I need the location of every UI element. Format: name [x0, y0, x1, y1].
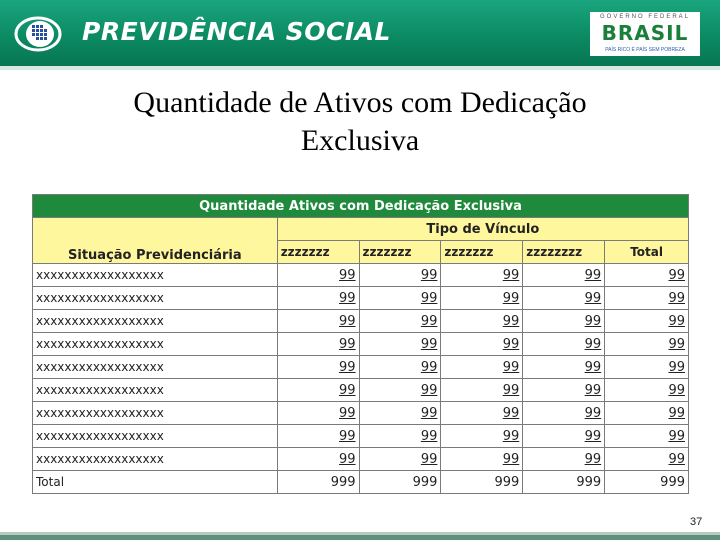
row-label: xxxxxxxxxxxxxxxxxx: [33, 448, 278, 471]
total-label: Total: [33, 471, 278, 494]
table-row: [33, 264, 689, 287]
table-body: [33, 264, 689, 471]
total-row: [33, 471, 689, 494]
row-label: xxxxxxxxxxxxxxxxxx: [33, 287, 278, 310]
row-label: xxxxxxxxxxxxxxxxxx: [33, 379, 278, 402]
header-bar: [0, 0, 720, 68]
previdencia-logo-icon: [12, 12, 68, 56]
table-row: [33, 356, 689, 379]
column-header-total: Total: [605, 241, 689, 264]
value-cell: 99: [277, 333, 359, 356]
table-row: [33, 425, 689, 448]
value-cell: 99: [277, 287, 359, 310]
table-row: [33, 310, 689, 333]
value-cell: 99: [523, 448, 605, 471]
value-cell: 99: [605, 310, 689, 333]
column-header: zzzzzzz: [359, 241, 441, 264]
value-cell: 99: [277, 356, 359, 379]
value-cell: 99: [359, 425, 441, 448]
header-divider: [0, 66, 720, 70]
slide-title-line-1: Quantidade de Ativos com Dedicação: [133, 86, 587, 119]
slide-title-line-2: Exclusiva: [300, 124, 420, 157]
value-cell: 99: [441, 264, 523, 287]
value-cell: 99: [605, 425, 689, 448]
value-cell: 99: [523, 287, 605, 310]
gov-top-text: GOVERNO FEDERAL: [599, 14, 690, 20]
value-cell: 99: [605, 379, 689, 402]
table-row: [33, 333, 689, 356]
row-header-situacao: Situação Previdenciária: [33, 218, 278, 264]
column-header: zzzzzzzz: [523, 241, 605, 264]
value-cell: 99: [277, 425, 359, 448]
value-cell: 99: [359, 356, 441, 379]
slide-title: [40, 84, 680, 160]
value-cell: 99: [359, 448, 441, 471]
dedication-table: [32, 194, 689, 494]
column-header: zzzzzzz: [441, 241, 523, 264]
value-cell: 99: [441, 333, 523, 356]
value-cell: 99: [523, 356, 605, 379]
row-label: xxxxxxxxxxxxxxxxxx: [33, 310, 278, 333]
value-cell: 99: [359, 264, 441, 287]
row-label: xxxxxxxxxxxxxxxxxx: [33, 425, 278, 448]
brand-title: PREVIDÊNCIA SOCIAL: [82, 17, 391, 46]
value-cell: 99: [441, 402, 523, 425]
value-cell: 99: [605, 333, 689, 356]
page-number: 37: [690, 516, 703, 528]
row-label: xxxxxxxxxxxxxxxxxx: [33, 402, 278, 425]
footer-bar-dark: [0, 535, 720, 540]
column-header: zzzzzzz: [277, 241, 359, 264]
value-cell: 99: [605, 402, 689, 425]
total-cell: 999: [359, 471, 441, 494]
value-cell: 99: [359, 287, 441, 310]
gov-brasil-word: BRASIL: [601, 21, 689, 45]
total-cell: 999: [605, 471, 689, 494]
value-cell: 99: [359, 333, 441, 356]
value-cell: 99: [605, 287, 689, 310]
value-cell: 99: [523, 333, 605, 356]
group-header-tipo-vinculo: Tipo de Vínculo: [277, 218, 688, 241]
value-cell: 99: [277, 310, 359, 333]
gov-slogan: PAÍS RICO É PAÍS SEM POBREZA: [605, 47, 685, 53]
value-cell: 99: [441, 448, 523, 471]
value-cell: 99: [523, 264, 605, 287]
value-cell: 99: [277, 264, 359, 287]
row-label: xxxxxxxxxxxxxxxxxx: [33, 264, 278, 287]
row-label: xxxxxxxxxxxxxxxxxx: [33, 356, 278, 379]
governo-federal-logo: [590, 12, 700, 56]
table-row: [33, 287, 689, 310]
table-title: Quantidade Ativos com Dedicação Exclusiva: [33, 195, 689, 218]
value-cell: 99: [441, 310, 523, 333]
value-cell: 99: [605, 448, 689, 471]
value-cell: 99: [277, 448, 359, 471]
value-cell: 99: [523, 379, 605, 402]
value-cell: 99: [441, 356, 523, 379]
value-cell: 99: [441, 287, 523, 310]
total-cell: 999: [523, 471, 605, 494]
table-row: [33, 379, 689, 402]
row-label: xxxxxxxxxxxxxxxxxx: [33, 333, 278, 356]
total-cell: 999: [441, 471, 523, 494]
value-cell: 99: [277, 379, 359, 402]
value-cell: 99: [605, 264, 689, 287]
value-cell: 99: [359, 379, 441, 402]
value-cell: 99: [523, 402, 605, 425]
value-cell: 99: [605, 356, 689, 379]
value-cell: 99: [359, 402, 441, 425]
table-row: [33, 448, 689, 471]
value-cell: 99: [359, 310, 441, 333]
total-cell: 999: [277, 471, 359, 494]
value-cell: 99: [441, 379, 523, 402]
value-cell: 99: [523, 425, 605, 448]
table-row: [33, 402, 689, 425]
value-cell: 99: [523, 310, 605, 333]
value-cell: 99: [277, 402, 359, 425]
value-cell: 99: [441, 425, 523, 448]
